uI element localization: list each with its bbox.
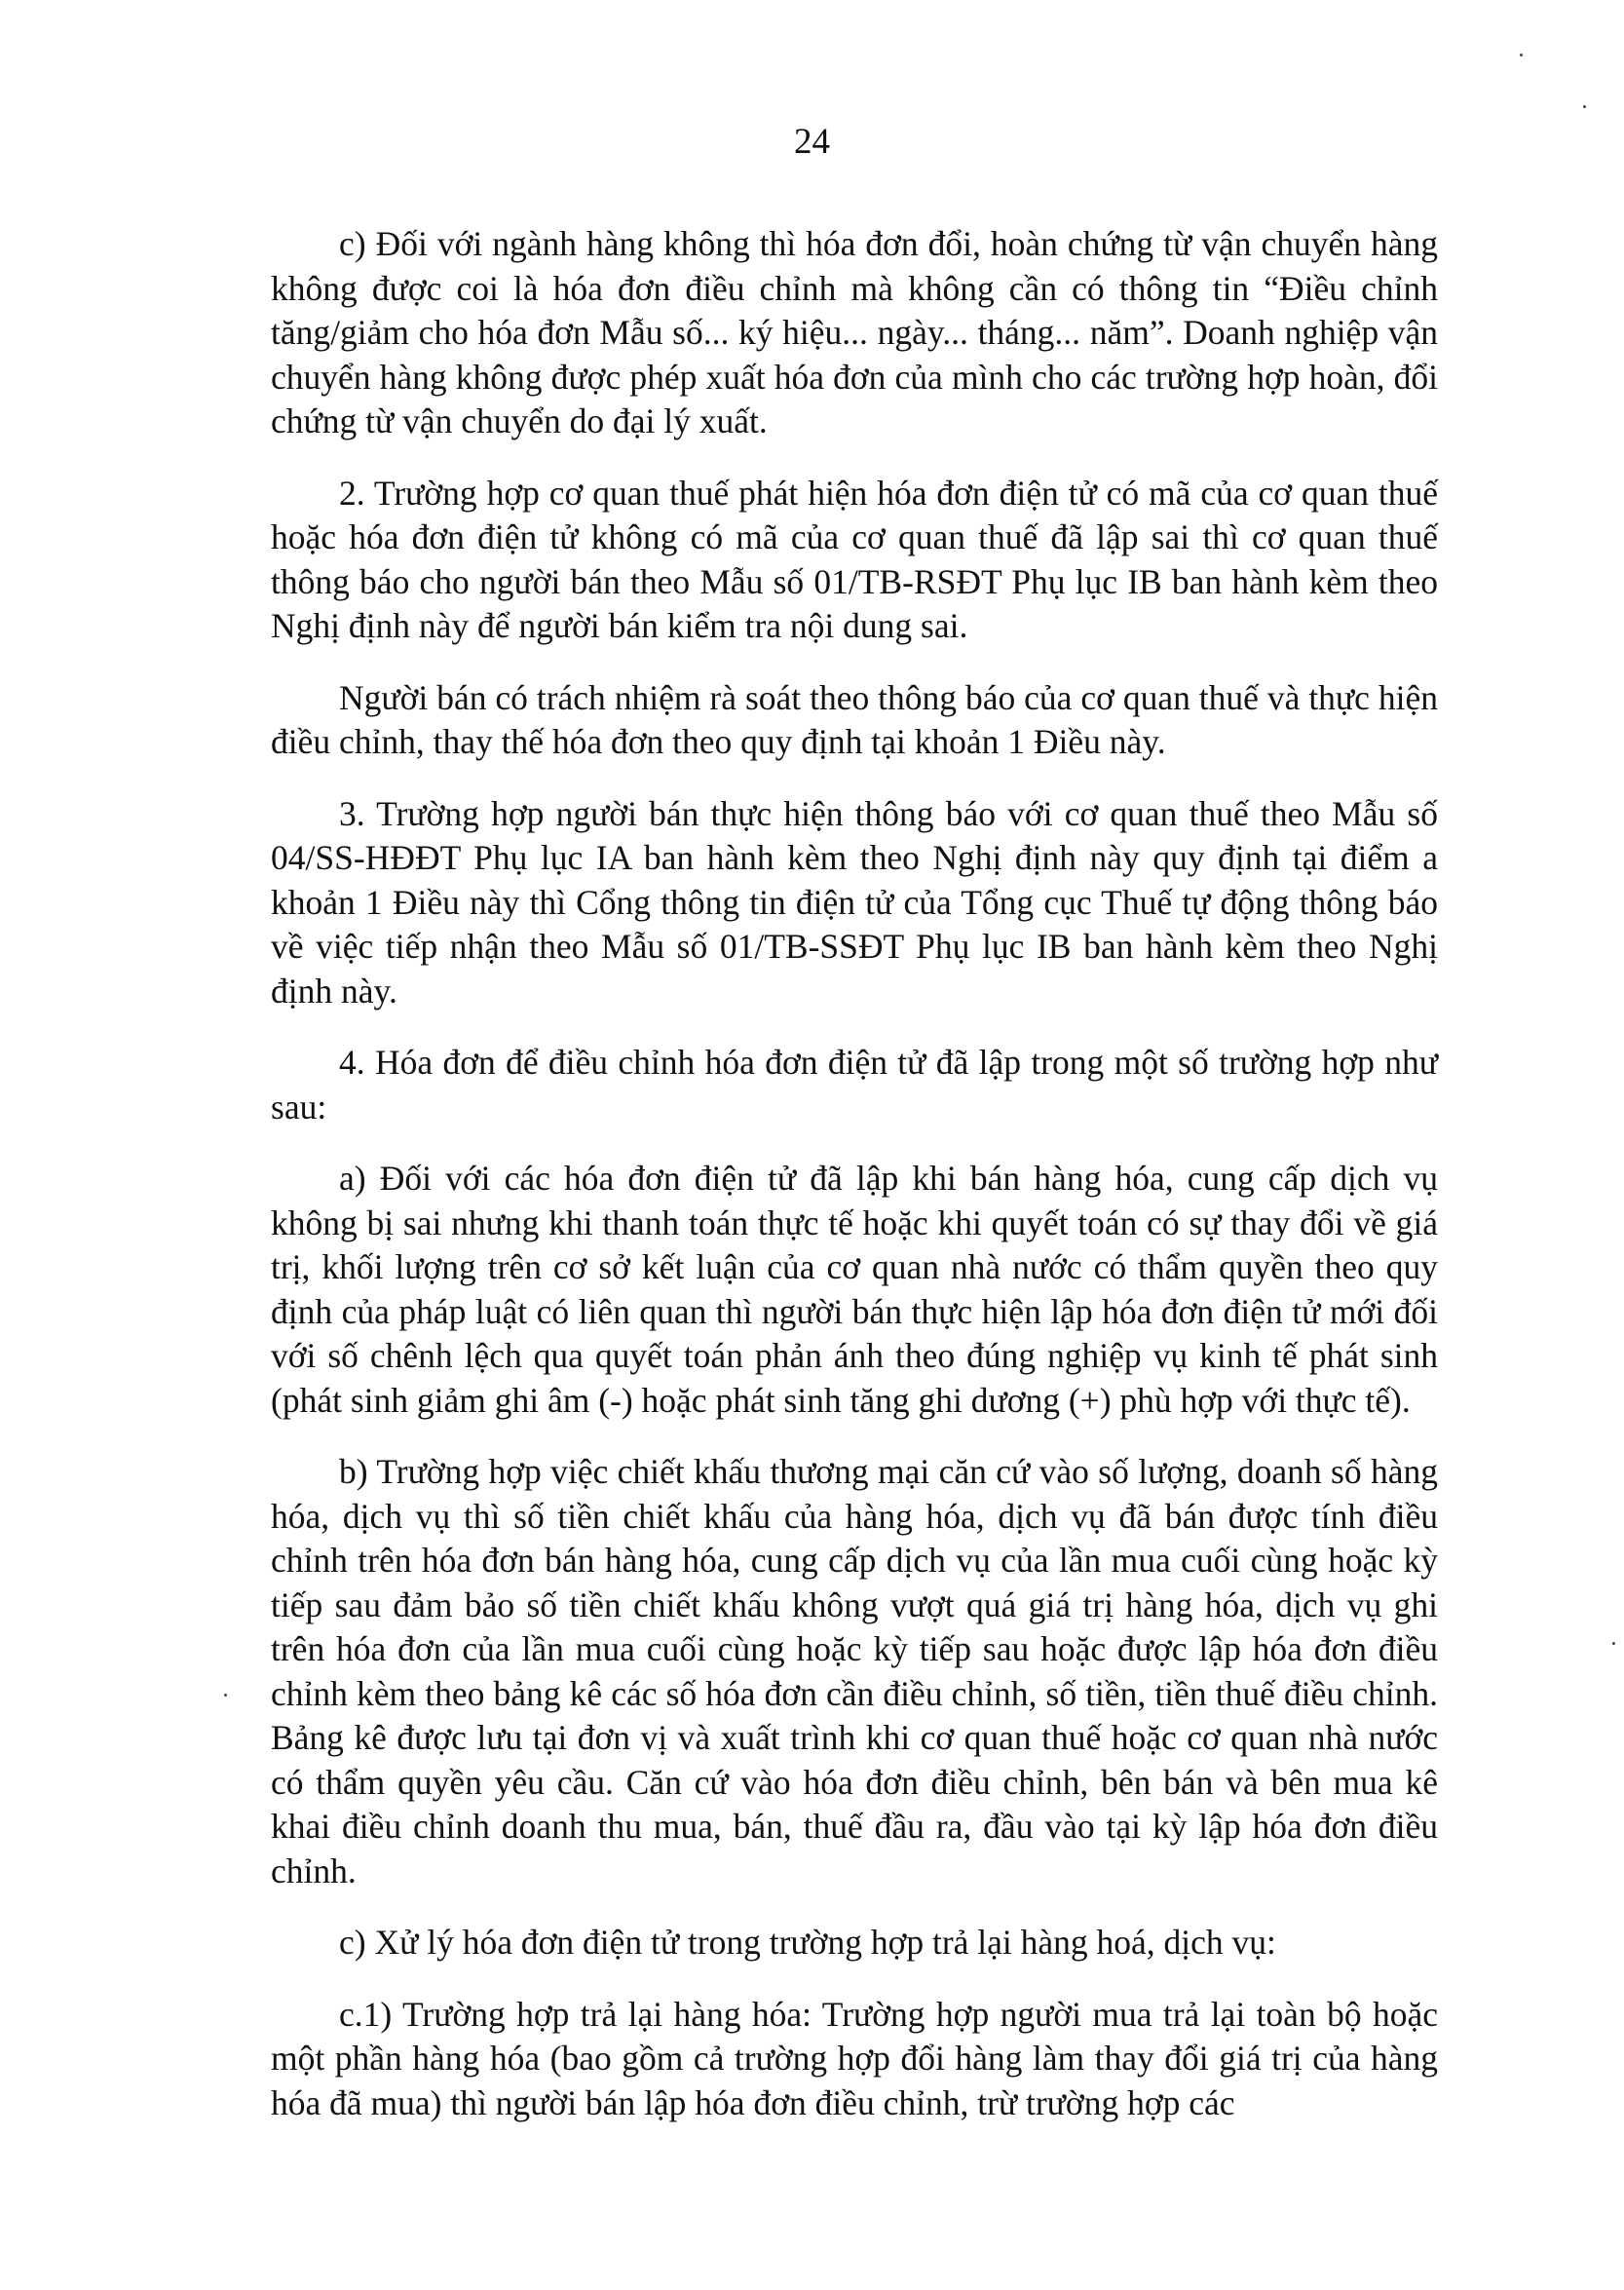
paragraph-4a-settlement-difference: a) Đối với các hóa đơn điện tử đã lập khi bán hàng hóa, cung cấp dịch vụ không bị sai nhưng khi thanh toán thực tế hoặc khi quyết toán có sự thay đổi về giá trị, khối lượng trên cơ sở kết luận của cơ quan nhà nước có thẩm quyền theo quy định của pháp luật có liên quan thì người bán thực hiện lập hóa đơn điện tử mới đối với số chênh lệch qua quyết toán phản ánh theo đúng nghiệp vụ kinh tế phát sinh (phát sinh giảm ghi âm (-) hoặc phát sinh tăng ghi dương (+) phù hợp với thực tế). <box>271 1159 1438 1420</box>
paragraph-4-adjustment-invoices: 4. Hóa đơn để điều chỉnh hóa đơn điện tử đã lập trong một số trường hợp như sau: <box>271 1043 1438 1126</box>
body-text <box>271 222 1438 2125</box>
scan-speck <box>1520 54 1523 57</box>
paragraph-seller-responsibility: Người bán có trách nhiệm rà soát theo thông báo của cơ quan thuế và thực hiện điều chỉnh, thay thế hóa đơn theo quy định tại khoản 1 Điều này. <box>271 677 1438 761</box>
page-number: 24 <box>794 122 830 162</box>
paragraph-4c-returned-goods: c) Xử lý hóa đơn điện tử trong trường hợp trả lại hàng hoá, dịch vụ: <box>339 1923 1276 1962</box>
paragraph-4b-trade-discount: b) Trường hợp việc chiết khấu thương mại căn cứ vào số lượng, doanh số hàng hóa, dịch vụ thì số tiền chiết khấu của hàng hóa, dịch vụ đã bán được tính điều chỉnh trên hóa đơn bán hàng hóa, cung cấp dịch vụ của lần mua cuối cùng hoặc kỳ tiếp sau đảm bảo số tiền chiết khấu không vượt quá giá trị hàng hóa, dịch vụ ghi trên hóa đơn của lần mua cuối cùng hoặc kỳ tiếp sau hoặc được lập hóa đơn điều chỉnh kèm theo bảng kê các số hóa đơn cần điều chỉnh, số tiền, tiền thuế điều chỉnh. Bảng kê được lưu tại đơn vị và xuất trình khi cơ quan thuế hoặc cơ quan nhà nước có thẩm quyền yêu cầu. Căn cứ vào hóa đơn điều chỉnh, bên bán và bên mua kê khai điều chỉnh doanh thu mua, bán, thuế đầu ra, đầu vào tại kỳ lập hóa đơn điều chỉnh. <box>271 1452 1438 1890</box>
scan-speck <box>1583 105 1586 108</box>
paragraph-3-seller-notification: 3. Trường hợp người bán thực hiện thông báo với cơ quan thuế theo Mẫu số 04/SS-HĐĐT Phụ lục IA ban hành kèm theo Nghị định này quy định tại điểm a khoản 1 Điều này thì Cổng thông tin điện tử của Tổng cục Thuế tự động thông báo về việc tiếp nhận theo Mẫu số 01/TB-SSĐT Phụ lục IB ban hành kèm theo Nghị định này. <box>271 793 1438 1011</box>
scan-speck <box>1612 1642 1615 1645</box>
paragraph-c1-returned-goods-detail: c.1) Trường hợp trả lại hàng hóa: Trường hợp người mua trả lại toàn bộ hoặc một phần hàng hóa (bao gồm cả trường hợp đổi hàng làm thay đổi giá trị của hàng hóa đã mua) thì người bán lập hóa đơn điều chỉnh, trừ trường hợp các <box>271 1994 1438 2122</box>
paragraph-2-tax-authority-detects-error: 2. Trường hợp cơ quan thuế phát hiện hóa đơn điện tử có mã của cơ quan thuế hoặc hóa đơn điện tử không có mã của cơ quan thuế đã lập sai thì cơ quan thuế thông báo cho người bán theo Mẫu số 01/TB-RSĐT Phụ lục IB ban hành kèm theo Nghị định này để người bán kiểm tra nội dung sai. <box>271 473 1438 645</box>
paragraph-c-aviation: c) Đối với ngành hàng không thì hóa đơn đổi, hoàn chứng từ vận chuyển hàng không được coi là hóa đơn điều chỉnh mà không cần có thông tin “Điều chỉnh tăng/giảm cho hóa đơn Mẫu số... ký hiệu... ngày... tháng... năm”. Doanh nghiệp vận chuyển hàng không được phép xuất hóa đơn của mình cho các trường hợp hoàn, đổi chứng từ vận chuyển do đại lý xuất. <box>271 224 1438 440</box>
scan-speck <box>224 1694 227 1697</box>
